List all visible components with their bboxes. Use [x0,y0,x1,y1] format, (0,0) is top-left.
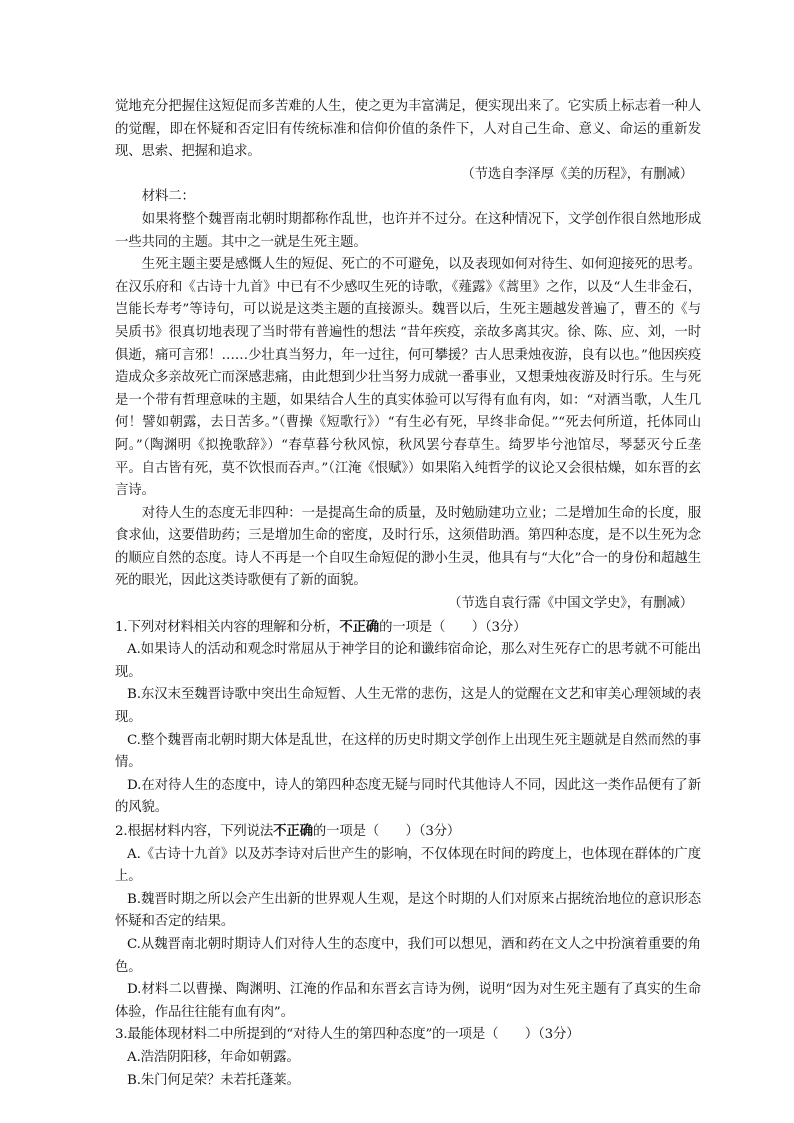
question-3 [115,1024,701,1092]
option-c: C.整个魏晋南北朝时期大体是乱世，在这样的历史时期文学创作上出现生死主题就是自然而然的事情。 [115,732,701,771]
stem-text: 2.根据材料内容，下列说法 [115,824,274,839]
question-2 [115,820,701,1024]
option-c: C.从魏晋南北朝时期诗人们对待人生的态度中，我们可以想见，酒和药在文人之中扮演着重要的角色。 [115,936,701,975]
option-b: B.朱门何足荣？未若托蓬莱。 [127,1072,300,1088]
document-page [115,96,701,1092]
material-2-heading: 材料二： [141,189,195,205]
source-citation-1: （节选自李泽厚《美的历程》，有删减） [461,166,693,182]
option-a: A.如果诗人的活动和观念时常屈从于神学目的论和谶纬宿命论，那么对生死存亡的思考就不可能出现。 [115,642,701,680]
stem-text: 3.最能体现材料二中所提到的“对待人生的第四种态度”的一项是（ ）（3分） [115,1027,580,1043]
option-d: D.在对待人生的态度中，诗人的第四种态度无疑与同时代其他诗人不同，因此这一类作品便有了新的风貌。 [115,777,701,816]
paragraph-continuation: 觉地充分把握住这短促而多苦难的人生，使之更为丰富满足，便实现出来了。它实质上标志着一种人的觉醒，即在怀疑和否定旧有传统标准和信仰价值的条件下，人对自己生命、意义、命运的重新发现、思索、把握和追求。 [115,99,701,160]
option-b: B.东汉末至魏晋诗歌中突出生命短暂、人生无常的悲伤，这是人的觉醒在文艺和审美心理领域的表现。 [115,687,701,726]
paragraph-four-attitudes: 对待人生的态度无非四种：一是提高生命的质量，及时勉励建功立业；二是增加生命的长度，服食求仙，这要借助药；三是增加生命的密度，及时行乐，这须借助酒。第四种态度，是不以生死为念的顺应自然的态度。诗人不再是一个自叹生命短促的渺小生灵，他具有与“大化”合一的身份和超越生死的眼光，因此这类诗歌便有了新的面貌。 [115,505,701,589]
stem-text: 1.下列对材料相关内容的理解和分析， [115,619,340,635]
question-stem [115,616,701,640]
option-b: B.魏晋时期之所以会产生出新的世界观人生观，是这个时期的人们对原来占据统治地位的意识形态怀疑和否定的结果。 [115,891,701,930]
stem-text-tail: 的一项是（ ）（3分） [379,619,527,635]
option-a: A.浩浩阴阳移，年命如朝露。 [127,1049,300,1065]
question-stem [115,820,701,844]
paragraph-life-death-theme: 生死主题主要是感慨人生的短促、死亡的不可避免，以及表现如何对待生、如何迎接死的思考。在汉乐府和《古诗十九首》中已有不少感叹生死的诗歌，《薤露》《蒿里》之作，以及“人生非金石，岂能长寿考”等诗句，可以说是这类主题的直接源头。魏晋以后，生死主题越发普遍了，曹丕的《与吴质书》很真切地表现了当时带有普遍性的想法 “昔年疾疫，亲故多离其灾。徐、陈、应、刘，一时俱逝，痛可言邪！……少壮真当努力，年一过往，何可攀援？古人思秉烛夜游，良有以也。”他因疾疫造成众多亲故死亡而深感悲痛，由此想到少壮当努力成就一番事业，又想秉烛夜游及时行乐。生与死是一个带有哲理意味的主题，如果结合人生的真实体验可以写得有血有肉，如：“对酒当歌，人生几何！譬如朝露，去日苦多。”（曹操《短歌行》）“有生必有死，早终非命促。”“死去何所道，托体同山阿。”（陶渊明《拟挽歌辞》）“春草暮兮秋风惊，秋风罢兮春草生。绮罗毕兮池馆尽，琴瑟灭兮丘垄平。自古皆有死，莫不饮恨而吞声。”（江淹《恨赋》）如果陷入纯哲学的议论又会很枯燥，如东晋的玄言诗。 [115,257,701,499]
stem-text-tail: 的一项是（ ）（3分） [312,824,461,839]
source-citation-2: （节选自袁行霈《中国文学史》，有删减） [448,596,693,612]
paragraph-intro: 如果将整个魏晋南北朝时期都称作乱世，也许并不过分。在这种情况下，文学创作很自然地形成一些共同的主题。其中之一就是生死主题。 [115,211,701,250]
option-a: A.《古诗十九首》以及苏李诗对后世产生的影响，不仅体现在时间的跨度上，也体现在群体的广度上。 [115,846,701,885]
question-1 [115,616,701,820]
stem-emphasis: 不正确 [339,618,380,635]
option-d: D.材料二以曹操、陶渊明、江淹的作品和东晋玄言诗为例，说明“因为对生死主题有了真实的生命体验，作品往往能有血有肉”。 [115,982,701,1020]
stem-emphasis: 不正确 [273,823,313,839]
question-stem [115,1024,701,1047]
